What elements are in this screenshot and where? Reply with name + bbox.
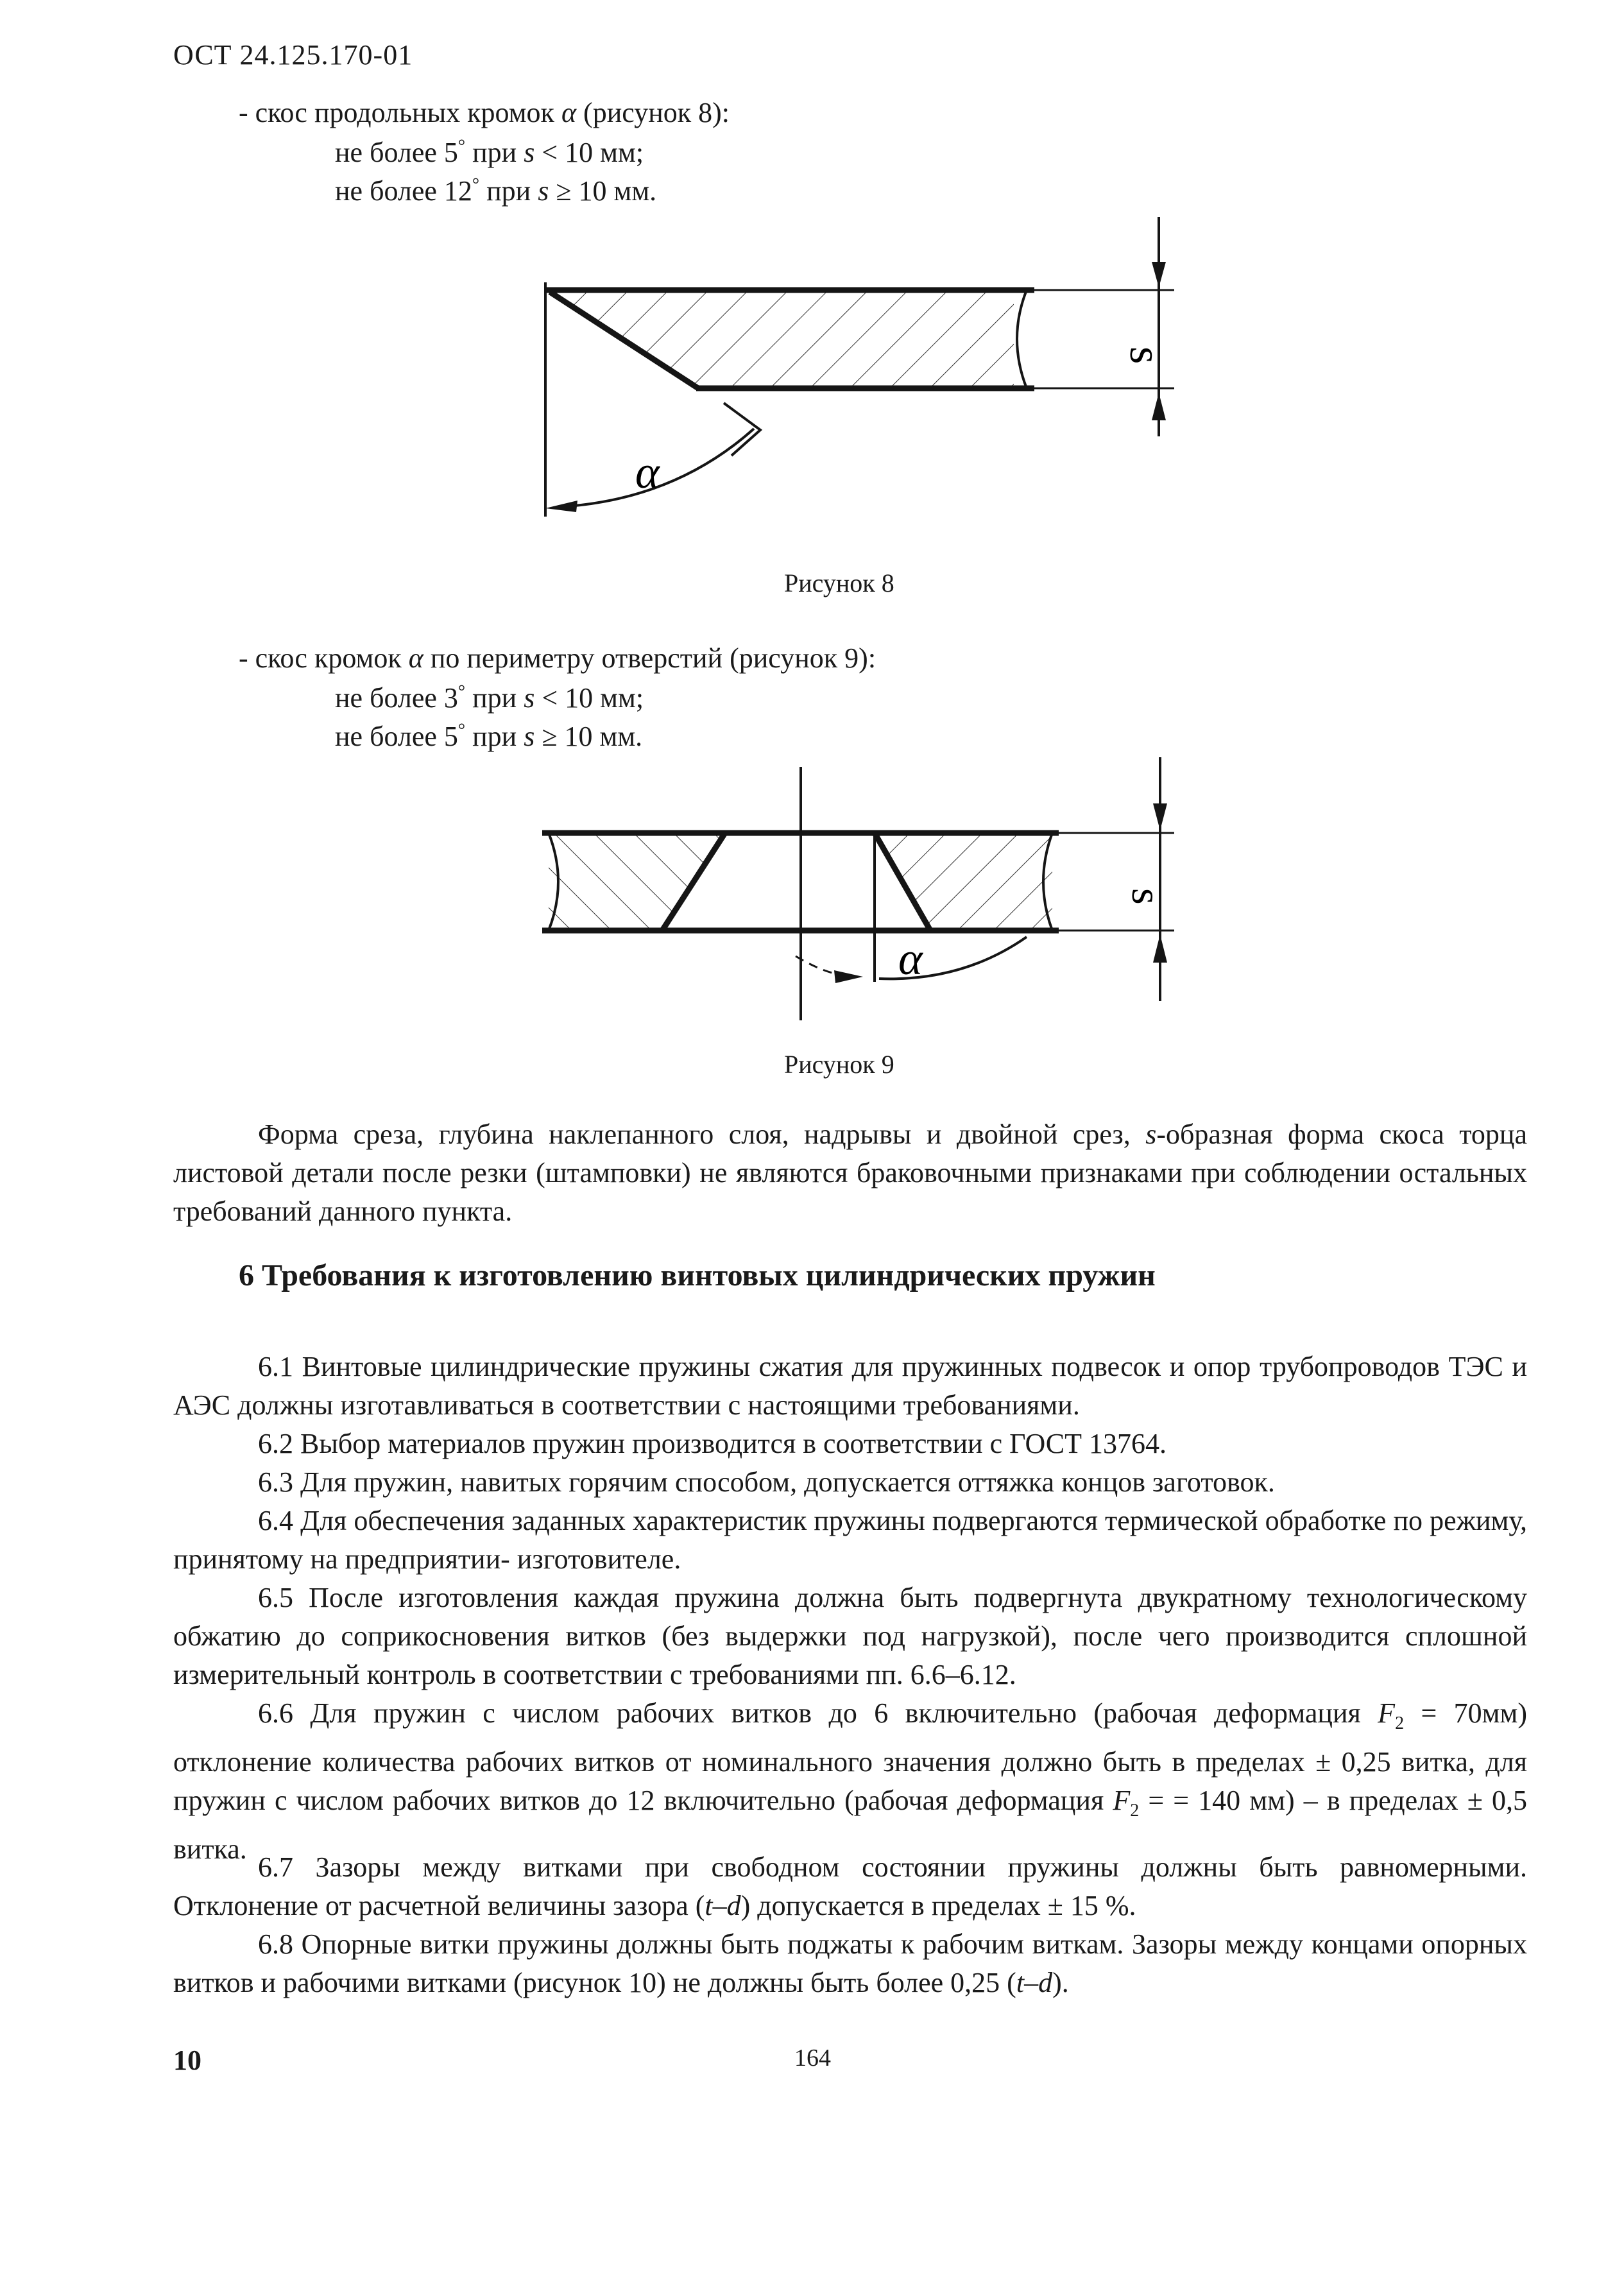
fig9-dim-arrow-bottom <box>1153 934 1167 963</box>
section-6-title: 6 Требования к изготовлению винтовых цилиндрических пружин <box>239 1258 1156 1292</box>
paragraph-6-4: 6.4 Для обеспечения заданных характеристик пружины подвергаются термической обработке по режиму, принятому на предприятии- изготовителе. <box>173 1505 1527 1575</box>
paragraph-6-7: 6.7 Зазоры между витками при свободном состоянии пружины должны быть равномерными. Отклонение от расчетной величины зазора (t–d) допускается в пределах ± 15 %. <box>173 1851 1527 1921</box>
cut-form-paragraph: Форма среза, глубина наклепанного слоя, надрывы и двойной срез, s-образная форма скоса торца листовой детали после резки (штамповки) не являются браковочными признаками при соблюдении остальных требований данного пункта. <box>173 1119 1527 1227</box>
fig9-angle-arrow <box>834 970 863 983</box>
fig9-label-s: s <box>1123 888 1170 905</box>
page-number-global: 164 <box>794 2045 831 2071</box>
paragraph-6-8: 6.8 Опорные витки пружины должны быть поджаты к рабочим виткам. Зазоры между концами опорных витков и рабочими витками (рисунок 10) не должны быть более 0,25 (t–d). <box>173 1928 1527 1998</box>
page-number-local: 10 <box>173 2045 201 2076</box>
fig9-dim-arrow-top <box>1153 803 1167 830</box>
paragraph-6-2: 6.2 Выбор материалов пружин производится в соответствии с ГОСТ 13764. <box>258 1428 1167 1459</box>
paragraph-6-3: 6.3 Для пружин, навитых горячим способом, допускается оттяжка концов заготовок. <box>258 1466 1275 1498</box>
paragraph-6-5: 6.5 После изготовления каждая пружина должна быть подвергнута двукратному технологическому обжатию до соприкосновения витков (без выдержки под нагрузкой), после чего производится сплошной измерительный контроль в соответствии с требованиями пп. 6.6–6.12. <box>173 1582 1527 1690</box>
fig9-hatch-left <box>539 825 744 940</box>
fig9-limit-line-1: не более 3° при s < 10 мм; <box>335 682 644 714</box>
fig8-label-alpha: α <box>635 447 660 498</box>
figure-9-drawing <box>0 0 1624 1091</box>
paragraph-6-1: 6.1 Винтовые цилиндрические пружины сжатия для пружинных подвесок и опор трубопроводов ТЭС и АЭС должны изготавливаться в соответствии с настоящими требованиями. <box>173 1351 1527 1421</box>
fig8-limit-line-1: не более 5° при s < 10 мм; <box>335 136 644 168</box>
fig9-intro-line: - скос кромок α по периметру отверстий (рисунок 9): <box>239 642 876 674</box>
paragraph-6-6: 6.6 Для пружин с числом рабочих витков до 6 включительно (рабочая деформация $F_2 = 70мм$) отклонение количества рабочих витков от номинального значения должно быть в пределах ± 0,25 витка, для пружин с числом рабочих витков до 12 включительно (рабочая деформация $F_2$ = = 140 мм) – в пределах ± 0,5 витка. <box>173 1697 1528 1865</box>
fig9-hatch-right <box>866 825 1059 940</box>
fig8-label-s: s <box>1120 347 1170 365</box>
figure-9-caption: Рисунок 9 <box>784 1050 894 1079</box>
fig9-label-alpha: α <box>898 933 923 984</box>
figure-8-caption: Рисунок 8 <box>784 569 894 597</box>
document-code: ОСТ 24.125.170-01 <box>173 39 413 71</box>
fig9-limit-line-2: не более 5° при s ≥ 10 мм. <box>335 720 643 752</box>
fig8-intro-line: - скос продольных кромок α (рисунок 8): <box>239 97 730 128</box>
fig8-limit-line-2: не более 12° при s ≥ 10 мм. <box>335 175 657 207</box>
